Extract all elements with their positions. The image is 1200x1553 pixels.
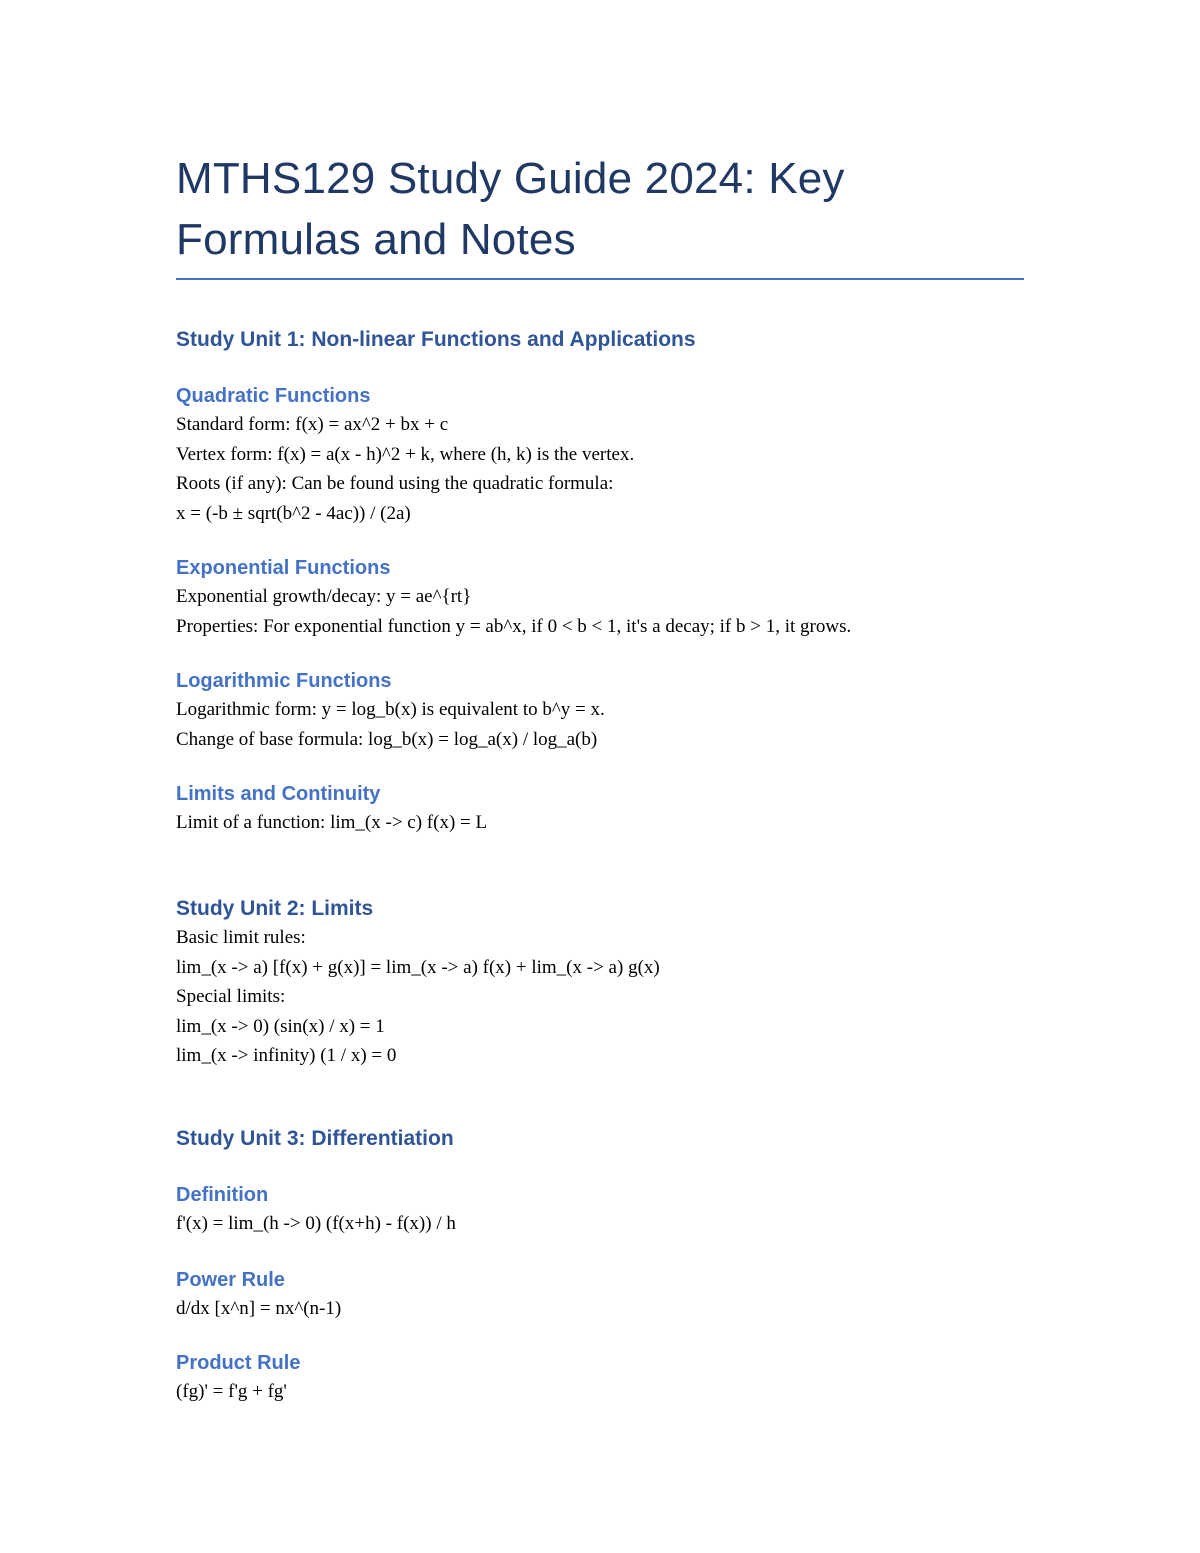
unit2-line: lim_(x -> a) [f(x) + g(x)] = lim_(x -> a) f(x) + lim_(x -> a) g(x) — [176, 956, 660, 978]
logarithmic-heading: Logarithmic Functions — [176, 670, 392, 692]
definition-line: f'(x) = lim_(h -> 0) (f(x+h) - f(x)) / h — [176, 1213, 456, 1234]
limits-continuity-line: Limit of a function: lim_(x -> c) f(x) = L — [176, 812, 488, 833]
unit2-section — [176, 895, 1024, 1071]
exponential-line: Properties: For exponential function y = ab^x, if 0 < b < 1, it's a decay; if b > 1, it grows. — [176, 615, 852, 637]
document-title-line-1: MTHS129 Study Guide 2024: Key — [176, 154, 845, 203]
power-rule-line: d/dx [x^n] = nx^(n-1) — [176, 1298, 342, 1319]
unit2-line: Basic limit rules: — [176, 927, 306, 948]
definition-heading: Definition — [176, 1184, 269, 1206]
quadratic-heading: Quadratic Functions — [176, 385, 371, 407]
unit3-section — [176, 1125, 1024, 1153]
title-underline — [176, 278, 1024, 280]
quadratic-line: x = (-b ± sqrt(b^2 - 4ac)) / (2a) — [176, 502, 411, 524]
logarithmic-section — [176, 667, 1024, 754]
unit2-heading: Study Unit 2: Limits — [176, 897, 374, 920]
unit3-heading: Study Unit 3: Differentiation — [176, 1127, 454, 1150]
unit2-line: lim_(x -> infinity) (1 / x) = 0 — [176, 1045, 397, 1066]
power-rule-section — [176, 1266, 1024, 1324]
quadratic-line: Standard form: f(x) = ax^2 + bx + c — [176, 414, 449, 435]
title-block — [176, 148, 1024, 280]
product-rule-heading: Product Rule — [176, 1352, 301, 1374]
quadratic-section — [176, 382, 1024, 528]
exponential-line: Exponential growth/decay: y = ae^{rt} — [176, 586, 472, 607]
quadratic-line: Roots (if any): Can be found using the quadratic formula: — [176, 473, 614, 494]
product-rule-section — [176, 1349, 1024, 1407]
product-rule-line: (fg)' = f'g + fg' — [176, 1381, 287, 1402]
document-title-line-2: Formulas and Notes — [176, 215, 576, 264]
exponential-heading: Exponential Functions — [176, 557, 391, 579]
unit2-line: Special limits: — [176, 986, 286, 1007]
unit2-line: lim_(x -> 0) (sin(x) / x) = 1 — [176, 1015, 385, 1037]
limits-continuity-heading: Limits and Continuity — [176, 783, 381, 805]
unit1-section — [176, 326, 1024, 354]
exponential-section — [176, 554, 1024, 641]
logarithmic-line: Logarithmic form: y = log_b(x) is equivalent to b^y = x. — [176, 699, 605, 720]
power-rule-heading: Power Rule — [176, 1269, 285, 1291]
definition-section — [176, 1181, 1024, 1239]
limits-continuity-section — [176, 780, 1024, 838]
quadratic-line: Vertex form: f(x) = a(x - h)^2 + k, where (h, k) is the vertex. — [176, 443, 635, 465]
unit1-heading: Study Unit 1: Non-linear Functions and Applications — [176, 328, 696, 351]
logarithmic-line: Change of base formula: log_b(x) = log_a(x) / log_a(b) — [176, 728, 598, 750]
